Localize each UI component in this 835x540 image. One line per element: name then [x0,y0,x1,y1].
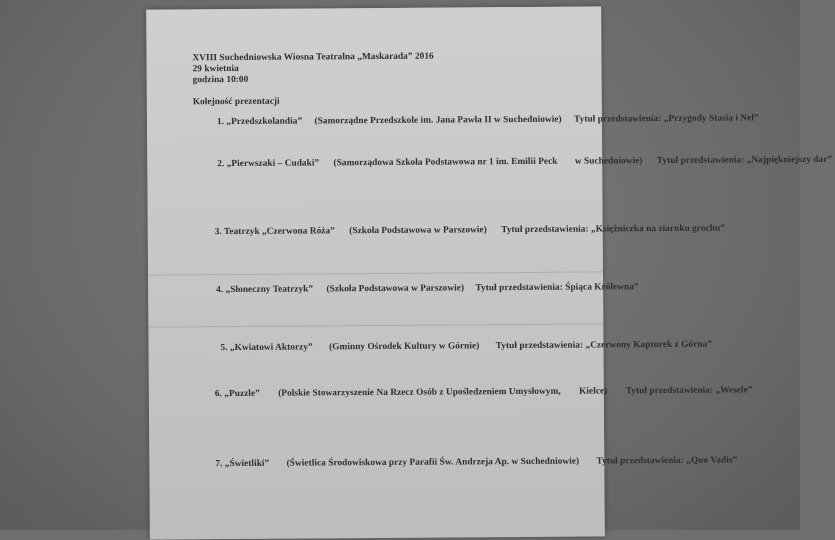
item-performance-title: Tytuł przedstawienia: „Czerwony Kapturek z Górna” [495,339,712,352]
item-name: Teatrzyk „Czerwona Róża” [223,226,335,238]
item-name: „Kwiatowi Aktorzy” [229,342,313,354]
item-number: 6. [214,389,222,400]
item-number: 3. [214,227,222,238]
item-institution: (Szkoła Podstawowa w Parszowie) [326,283,465,295]
item-number: 2. [217,159,225,170]
document-date: 29 kwietnia [192,63,239,75]
paper-fold-line [148,271,603,275]
item-institution: (Samorządowa Szkoła Podstawowa nr 1 im. Emilii Peck [333,156,558,169]
item-number: 1. [216,117,225,128]
item-institution: (Polskie Stowarzyszenie Na Rzecz Osób z Upośledzeniem Umysłowym, [278,386,561,399]
item-number: 7. [215,459,223,470]
item-institution: (Świetlica Środowiskowa przy Parafii Św. Andrzeja Ap. w Suchedniowie) [286,456,580,469]
item-name: „Pierwszaki – Cudaki” [226,158,320,170]
paper-fold-line [148,323,603,327]
item-institution-cont: Kielce) [579,386,608,397]
item-name: „Słoneczny Teatrzyk” [225,284,314,296]
item-number: 5. [220,343,228,354]
item-institution: (Gminny Ośrodek Kultury w Górnie) [329,341,480,353]
document-time: godzina 10:00 [192,74,249,86]
program-item-4 [216,282,639,296]
item-performance-title: Tytuł przedstawienia: Śpiąca Królewna” [475,282,639,294]
section-heading: Kolejność prezentacji [192,96,280,108]
item-performance-title: Tytuł przedstawienia: „Quo Vadis” [596,455,738,467]
item-name: „Przedszkolandia” [226,116,303,128]
item-performance-title: Tytuł przedstawienia: „Najpiękniejszy dar” [656,154,833,167]
item-performance-title: Tytuł przedstawienia: „Księżniczka na ziarnku grochu” [501,223,725,236]
item-institution: (Samorządne Przedszkole im. Jana Pawła II w Suchedniowie) [314,114,562,127]
paper-sheet [146,6,833,539]
document-title: XVIII Suchedniowska Wiosna Teatralna „Maskarada” 2016 [192,51,434,64]
item-institution: (Szkoła Podstawowa w Parszowie) [349,225,487,237]
item-name: „Świetliki” [224,458,270,470]
item-name: „Puzzle” [224,388,260,400]
item-number: 4. [216,285,224,296]
item-performance-title: Tytuł przedstawienia: „Przygody Stasia i Nel” [574,113,759,125]
item-performance-title: Tytuł przedstawienia: „Wesele” [625,385,753,397]
item-institution-cont: w Suchedniowie) [574,156,643,167]
